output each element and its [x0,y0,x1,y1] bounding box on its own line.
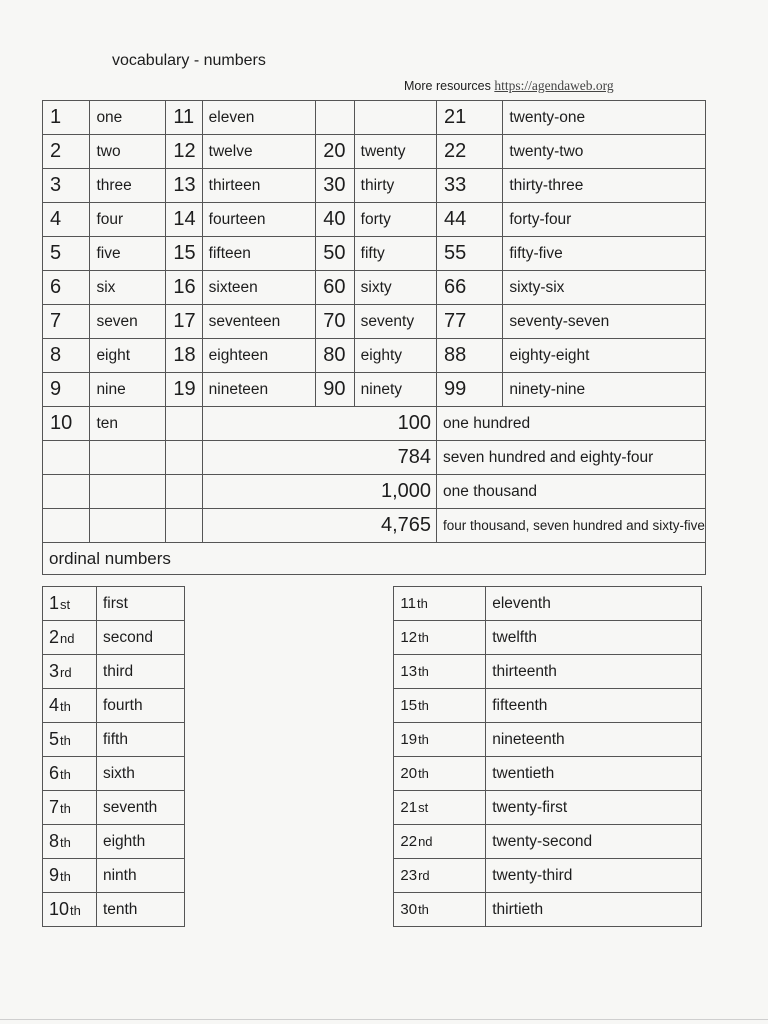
ordinal-number-cell [43,825,97,859]
word-cell: nine [90,373,166,407]
ordinal-word-cell: first [96,587,184,621]
number-cell: 60 [316,271,354,305]
ordinal-word-cell: eighth [96,825,184,859]
big-word-cell: one hundred [437,407,706,441]
ordinal-number-cell [394,587,486,621]
ordinal-number-cell [43,893,97,927]
number-cell: 7 [43,305,90,339]
ordinal-suffix: th [416,596,428,611]
table-row [43,859,702,893]
number-cell: 10 [43,407,90,441]
ordinal-number: 4 [49,695,60,715]
empty-cell [90,509,166,543]
word-cell: sixty-six [503,271,706,305]
number-cell: 99 [437,373,503,407]
word-cell: three [90,169,166,203]
big-word-cell: four thousand, seven hundred and sixty-five [437,509,706,543]
gap-cell [184,859,394,893]
table-row [43,723,702,757]
word-cell: seventy [354,305,436,339]
word-cell: seven [90,305,166,339]
empty-cell [166,407,202,441]
number-cell: 77 [437,305,503,339]
number-cell: 4 [43,203,90,237]
word-cell: eleven [202,101,316,135]
ordinal-word-cell: nineteenth [486,723,702,757]
number-cell: 44 [437,203,503,237]
ordinal-number-cell [43,791,97,825]
table-row [43,203,706,237]
word-cell: two [90,135,166,169]
ordinal-number: 10 [49,899,70,919]
table-row [43,791,702,825]
ordinal-number: 3 [49,661,60,681]
ordinal-suffix: st [418,800,429,815]
ordinal-number: 1 [49,593,60,613]
table-row [43,407,706,441]
resources-label: More resources [404,79,491,93]
number-cell: 12 [166,135,202,169]
table-row [43,305,706,339]
ordinal-suffix: st [60,597,71,612]
ordinal-number: 6 [49,763,60,783]
table-row [43,441,706,475]
word-cell: forty-four [503,203,706,237]
table-row [43,271,706,305]
ordinal-word-cell: fifteenth [486,689,702,723]
ordinal-word-cell: twenty-first [486,791,702,825]
ordinal-number: 20 [400,765,418,782]
ordinal-suffix: th [418,766,429,781]
number-cell: 5 [43,237,90,271]
number-cell: 9 [43,373,90,407]
big-word-cell: seven hundred and eighty-four [437,441,706,475]
number-cell: 6 [43,271,90,305]
table-row [43,373,706,407]
word-cell: twenty-two [503,135,706,169]
word-cell: fifteen [202,237,316,271]
ordinal-number: 11 [400,595,416,612]
ordinal-number-cell [394,893,486,927]
ordinal-number: 19 [400,731,418,748]
word-cell: forty [354,203,436,237]
number-cell: 14 [166,203,202,237]
ordinal-suffix: th [60,733,71,748]
number-cell: 15 [166,237,202,271]
ordinal-number-cell [43,859,97,893]
number-cell: 17 [166,305,202,339]
ordinal-number: 5 [49,729,60,749]
ordinal-word-cell: eleventh [486,587,702,621]
number-cell: 88 [437,339,503,373]
ordinal-number: 2 [49,627,60,647]
number-cell: 70 [316,305,354,339]
word-cell: thirty-three [503,169,706,203]
word-cell: fifty-five [503,237,706,271]
ordinal-suffix: th [60,801,71,816]
ordinal-number-cell [43,587,97,621]
gap-cell [184,893,394,927]
ordinal-suffix: th [60,699,71,714]
number-cell: 18 [166,339,202,373]
ordinal-number: 22 [400,833,418,850]
gap-cell [184,587,394,621]
ordinal-word-cell: third [96,655,184,689]
ordinal-word-cell: sixth [96,757,184,791]
ordinal-suffix: th [60,869,71,884]
ordinal-number: 12 [400,629,418,646]
big-number-cell: 1,000 [202,475,436,509]
empty-cell [43,441,90,475]
ordinal-number-cell [394,723,486,757]
number-cell: 21 [437,101,503,135]
ordinal-word-cell: thirtieth [486,893,702,927]
gap-cell [184,723,394,757]
empty-cell [166,441,202,475]
ordinal-suffix: th [418,664,429,679]
table-row [43,475,706,509]
empty-cell [90,441,166,475]
ordinal-suffix: nd [60,631,75,646]
ordinal-suffix: nd [418,834,433,849]
word-cell: five [90,237,166,271]
table-row [43,509,706,543]
number-cell: 19 [166,373,202,407]
ordinal-suffix: th [60,835,71,850]
ordinal-number-cell [394,757,486,791]
table-row [43,339,706,373]
ordinal-number-cell [394,825,486,859]
ordinal-word-cell: second [96,621,184,655]
ordinal-number-cell [394,791,486,825]
word-cell: fifty [354,237,436,271]
ordinal-word-cell: tenth [96,893,184,927]
ordinal-word-cell: twelfth [486,621,702,655]
ordinal-suffix: th [418,732,429,747]
empty-cell [90,475,166,509]
ordinal-number-cell [394,655,486,689]
gap-cell [184,757,394,791]
ordinal-word-cell: ninth [96,859,184,893]
number-cell: 33 [437,169,503,203]
word-cell: twenty [354,135,436,169]
word-cell: sixteen [202,271,316,305]
table-row [43,757,702,791]
ordinal-word-cell: seventh [96,791,184,825]
word-cell: eighty [354,339,436,373]
cardinal-numbers-table [42,100,706,575]
number-cell: 50 [316,237,354,271]
word-cell: four [90,203,166,237]
word-cell [354,101,436,135]
table-row [43,825,702,859]
section-header: ordinal numbers [43,543,706,575]
number-cell: 22 [437,135,503,169]
ordinal-number: 7 [49,797,60,817]
ordinal-suffix: th [418,630,429,645]
table-row [43,101,706,135]
page-edge [0,1019,768,1020]
number-cell: 90 [316,373,354,407]
ordinal-number-cell [394,621,486,655]
word-cell: eight [90,339,166,373]
number-cell: 13 [166,169,202,203]
word-cell: fourteen [202,203,316,237]
ordinal-number-cell [394,689,486,723]
gap-cell [184,825,394,859]
ordinal-word-cell: twentieth [486,757,702,791]
ordinal-word-cell: twenty-third [486,859,702,893]
big-number-cell: 784 [202,441,436,475]
table-row [43,237,706,271]
ordinal-suffix: rd [60,665,72,680]
number-cell: 16 [166,271,202,305]
word-cell: seventy-seven [503,305,706,339]
table-row [43,621,702,655]
number-cell: 55 [437,237,503,271]
gap-cell [184,689,394,723]
word-cell: ten [90,407,166,441]
ordinal-number: 23 [400,867,418,884]
number-cell: 1 [43,101,90,135]
number-cell: 8 [43,339,90,373]
number-cell: 40 [316,203,354,237]
ordinal-number-cell [43,757,97,791]
ordinal-number-cell [43,655,97,689]
number-cell: 80 [316,339,354,373]
word-cell: one [90,101,166,135]
ordinal-number-cell [43,689,97,723]
word-cell: sixty [354,271,436,305]
table-row [43,135,706,169]
ordinal-suffix: rd [418,868,430,883]
number-cell [316,101,354,135]
ordinal-number: 9 [49,865,60,885]
ordinal-suffix: th [70,903,81,918]
number-cell: 30 [316,169,354,203]
table-row [43,689,702,723]
ordinal-number: 30 [400,901,418,918]
ordinal-word-cell: twenty-second [486,825,702,859]
gap-cell [184,621,394,655]
ordinal-number: 21 [400,799,418,816]
word-cell: ninety-nine [503,373,706,407]
ordinal-word-cell: thirteenth [486,655,702,689]
word-cell: eighteen [202,339,316,373]
word-cell: thirty [354,169,436,203]
ordinal-suffix: th [418,698,429,713]
empty-cell [166,509,202,543]
big-number-cell: 100 [202,407,436,441]
word-cell: seventeen [202,305,316,339]
big-number-cell: 4,765 [202,509,436,543]
ordinal-numbers-table [42,586,702,927]
gap-cell [184,791,394,825]
word-cell: eighty-eight [503,339,706,373]
resources-link[interactable]: https://agendaweb.org [494,78,614,93]
table-row [43,587,702,621]
ordinal-suffix: th [60,767,71,782]
ordinal-number: 13 [400,663,418,680]
word-cell: six [90,271,166,305]
ordinal-number-cell [43,723,97,757]
number-cell: 66 [437,271,503,305]
gap-cell [184,655,394,689]
ordinal-number: 8 [49,831,60,851]
number-cell: 20 [316,135,354,169]
word-cell: nineteen [202,373,316,407]
word-cell: thirteen [202,169,316,203]
big-word-cell: one thousand [437,475,706,509]
empty-cell [166,475,202,509]
ordinal-word-cell: fourth [96,689,184,723]
table-row [43,893,702,927]
number-cell: 3 [43,169,90,203]
table-row [43,169,706,203]
number-cell: 11 [166,101,202,135]
word-cell: twelve [202,135,316,169]
ordinal-number-cell [43,621,97,655]
ordinal-word-cell: fifth [96,723,184,757]
resources-line [404,78,614,94]
page-title: vocabulary - numbers [112,52,266,69]
empty-cell [43,509,90,543]
ordinal-suffix: th [418,902,429,917]
number-cell: 2 [43,135,90,169]
word-cell: twenty-one [503,101,706,135]
section-header-row [43,543,706,575]
ordinal-number: 15 [400,697,418,714]
table-row [43,655,702,689]
ordinal-number-cell [394,859,486,893]
empty-cell [43,475,90,509]
word-cell: ninety [354,373,436,407]
